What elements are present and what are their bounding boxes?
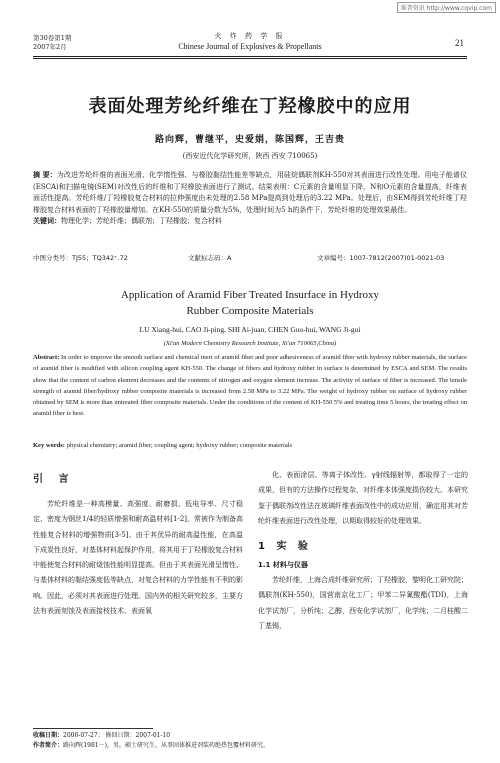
section-intro-title: 引 言 bbox=[33, 474, 75, 485]
keywords-en-text: physical chemistry; aramid fiber; coupling agent; hydroxy rubber; composite materials bbox=[64, 442, 293, 449]
abstract-en bbox=[33, 352, 467, 420]
header-rule bbox=[33, 56, 467, 57]
right-column bbox=[258, 468, 468, 634]
paper-title-en-line2: Rubber Composite Materials bbox=[186, 305, 314, 317]
article-number: 文章编号：1007-7812(2007)01-0021-03 bbox=[317, 254, 445, 262]
subsection-materials-title: 1.1 材料与仪器 bbox=[258, 561, 308, 570]
abstract-cn-text: 为改进芳纶纤维的表面光滑、化学惰性强、与橡胶黏结性能差等缺点，用硅烷偶联剂KH-550对其表面进行改性处理。用电子能谱仪(ESCA)和扫描电镜(SEM)对改性后的纤维和丁羟橡胶表面进行了测试。结果表明：C元素的含量明显下降，N和O元素的含量提高，纤维表面活性提高。芳纶纤维/丁羟橡胶复合材料的拉伸强度由未处理的2.58 MPa提高到处理后的3.22 MPa。处理后，由SEM得到芳纶纤维丁羟橡胶复合材料表面的丁羟橡胶量增加。在KH-550的质量分数为5%，处理时间为5 h的条件下，芳纶纤维的处理效果最佳。 bbox=[33, 171, 468, 214]
watermark: 维普资讯 http://www.cqvip.com bbox=[397, 2, 496, 13]
author-bio: 路向辉(1981－)，男，硕士研究生，从事固体推进剂装药绝热包覆材料研究。 bbox=[63, 742, 269, 749]
journal-title-en: Chinese Journal of Explosives & Propellants bbox=[178, 42, 322, 51]
page-number: 21 bbox=[455, 38, 464, 48]
author-bio-label: 作者简介： bbox=[33, 742, 64, 749]
footnote bbox=[33, 731, 467, 751]
keywords-cn-text: 物理化学；芳纶纤维；偶联剂；丁羟橡胶；复合材料 bbox=[61, 217, 222, 225]
clc-number: 中图分类号：TJ55；TQ342⁺.72 bbox=[33, 254, 128, 262]
abstract-en-label: Abstract: bbox=[33, 354, 60, 361]
header-rule-thin bbox=[33, 58, 467, 59]
journal-title-cn: 火 炸 药 学 报 bbox=[214, 32, 286, 40]
abstract-cn bbox=[33, 170, 467, 228]
paper-title-en-line1: Application of Aramid Fiber Treated Insurface in Hydroxy bbox=[120, 289, 380, 301]
date-label: 2007年2月 bbox=[33, 43, 67, 51]
intro-paragraph-2: 化、表面涂层、等离子体改性、γ射线辐射等，都取得了一定的成果，但有的方法操作过程复杂，对纤维本体强度损伤较大。本研究鉴于偶联剂改性法在玻璃纤维表面改性中的成功应用，确定用其对芳纶纤维表面进行改性处理，以期取得较好的处理效果。 bbox=[258, 471, 468, 525]
keywords-cn-label: 关键词： bbox=[33, 217, 61, 225]
abstract-en-text: In order to improve the smooth surface and chemical inert of aramid fiber and poor adhesiveness of aramid fiber with hydroxy rubber materials, the surface of aramid fiber is modified with silicon coupling agent KH-550. The change of fibers and hydroxy rubber in surface is determined by ESCA and SEM. The results show that the content of carbon element decreases and the contents of nitrogen and oxygen element increase. The activity of surface of fiber is increased. The tensile strength of aramid fiber/hydroxy rubber composite materials is increased from 2.58 MPa to 3.22 MPa. The weight of hydroxy rubber on surface of hydroxy rubber obtained by SEM is more than untreated fiber composite materials. Under the conditions of the content of KH-550 5% and treating time 5 hours, the treating effect on aramid fiber is best. bbox=[33, 354, 467, 418]
received-date-label: 收稿日期： bbox=[33, 732, 64, 739]
authors-en: LU Xiang-hui, CAO Ji-ping, SHI Ai-juan, CHEN Guo-hui, WANG Ji-gui bbox=[139, 325, 361, 334]
materials-paragraph: 芳纶纤维，上海合成纤维研究所；丁羟橡胶，黎明化工研究院；偶联剂(KH-550)，国营南京化工厂；甲苯二异氰酸酯(TDI)，上海化学试剂厂，分析纯；乙醇，西安化学试剂厂，化学纯；二月桂酸二丁基锡， bbox=[258, 576, 468, 631]
document-code: 文献标志码：A bbox=[188, 254, 232, 262]
abstract-cn-label: 摘 要： bbox=[33, 171, 57, 179]
received-dates: 2006-07-27； 修回日期：2007-01-10 bbox=[63, 732, 171, 739]
footnote-rule bbox=[33, 728, 153, 729]
paper-title-en bbox=[0, 287, 500, 319]
volume-label: 第30卷第1期 bbox=[33, 34, 72, 42]
paper-title-cn: 表面处理芳纶纤维在丁羟橡胶中的应用 bbox=[88, 96, 412, 117]
affiliation-cn: (西安近代化学研究所，陕西 西安 710065) bbox=[182, 152, 318, 160]
intro-paragraph-1: 芳纶纤维是一种高模量、高强度、耐磨损、低电导率、尺寸稳定、密度为钢丝1/4的轻质增强和耐高温材料[1-2]，常被作为制备高性能复合材料的增强物质[3-5]。由于其优异的耐高温性能，在高温下成炭性良好，对基体材料起保护作用，将其用于丁羟橡胶复合材料中能使复合材料的耐烧蚀性能明显提高。但由于其表面光滑呈惰性、与基体材料的黏结强度低等缺点，对复合材料的力学性能有不利的影响。因此，必须对其表面进行处理。国内外的相关研究较多，主要方法有表面刻蚀及表面接枝技术、表面氧 bbox=[33, 500, 243, 616]
keywords-en-label: Key words: bbox=[33, 442, 65, 449]
left-column bbox=[33, 468, 243, 619]
keywords-en bbox=[33, 440, 467, 451]
journal-header bbox=[0, 31, 500, 51]
authors-cn: 路向辉，曹继平，史爱娟，陈国辉，王吉贵 bbox=[154, 135, 345, 145]
affiliation-en: (Xi'an Modern Chemistry Research Institute, Xi'an 710065,China) bbox=[163, 340, 337, 347]
section-experiment-title: 1 实 验 bbox=[258, 541, 312, 553]
